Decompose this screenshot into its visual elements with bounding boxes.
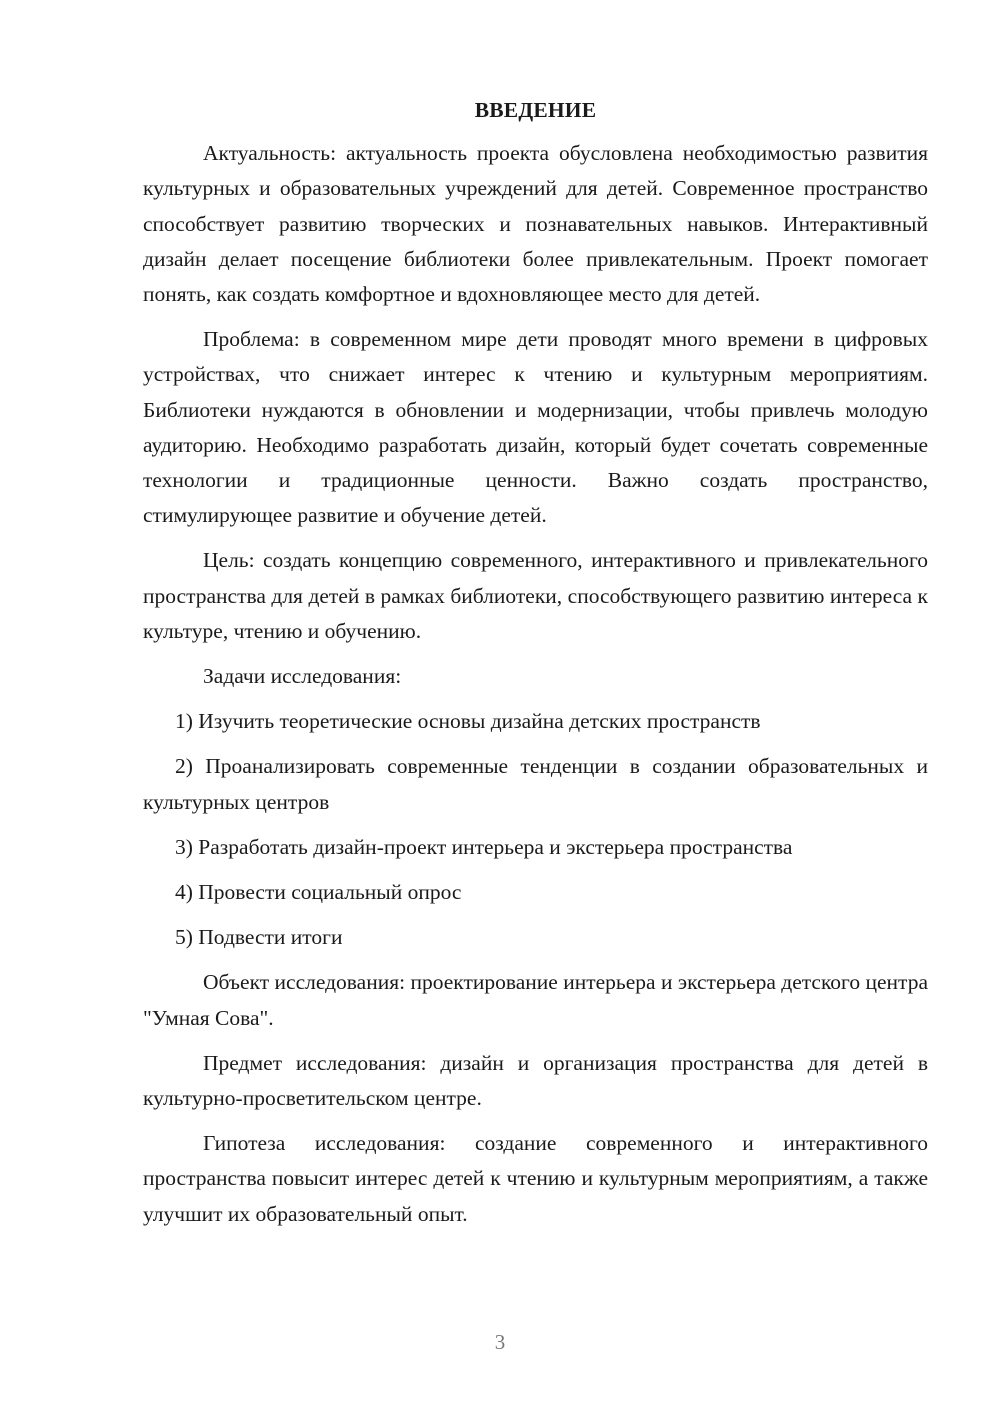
section-heading: ВВЕДЕНИЕ bbox=[474, 98, 597, 122]
task-item-1: 1) Изучить теоретические основы дизайна детских пространств bbox=[175, 709, 761, 734]
paragraph-goal: Цель: создать концепцию современного, интерактивного и привлекательного пространства для детей в рамках библиотеки, способствующего развитию интереса к культуре, чтению и обучению. bbox=[143, 548, 928, 643]
task-item-5: 5) Подвести итоги bbox=[175, 925, 343, 950]
paragraph-hypothesis: Гипотеза исследования: создание современного и интерактивного пространства повысит интерес детей к чтению и культурным мероприятиям, а также улучшит их образовательный опыт. bbox=[143, 1131, 928, 1226]
tasks-heading: Задачи исследования: bbox=[203, 664, 402, 689]
task-item-4: 4) Провести социальный опрос bbox=[175, 880, 462, 905]
page-number: 3 bbox=[494, 1330, 506, 1354]
paragraph-relevance: Актуальность: актуальность проекта обусловлена необходимостью развития культурных и образовательных учреждений для детей. Современное пространство способствует развитию творческих и познавательных навыков. Интерактивный дизайн делает посещение библиотеки более привлекательным. Проект помогает понять, как создать комфортное и вдохновляющее место для детей. bbox=[143, 141, 928, 307]
task-item-2: 2) Проанализировать современные тенденции в создании образовательных и культурных центров bbox=[143, 754, 928, 814]
paragraph-problem: Проблема: в современном мире дети проводят много времени в цифровых устройствах, что снижает интерес к чтению и культурным мероприятиям. Библиотеки нуждаются в обновлении и модернизации, чтобы привлечь молодую аудиторию. Необходимо разработать дизайн, который будет сочетать современные технологии и традиционные ценности. Важно создать пространство, стимулирующее развитие и обучение детей. bbox=[143, 327, 928, 528]
paragraph-object: Объект исследования: проектирование интерьера и экстерьера детского центра "Умная Сова". bbox=[143, 970, 928, 1030]
paragraph-subject: Предмет исследования: дизайн и организация пространства для детей в культурно-просветительском центре. bbox=[143, 1050, 928, 1111]
document-page bbox=[143, 93, 928, 1242]
task-item-3: 3) Разработать дизайн-проект интерьера и экстерьера пространства bbox=[175, 834, 793, 859]
tasks-list bbox=[143, 704, 928, 955]
